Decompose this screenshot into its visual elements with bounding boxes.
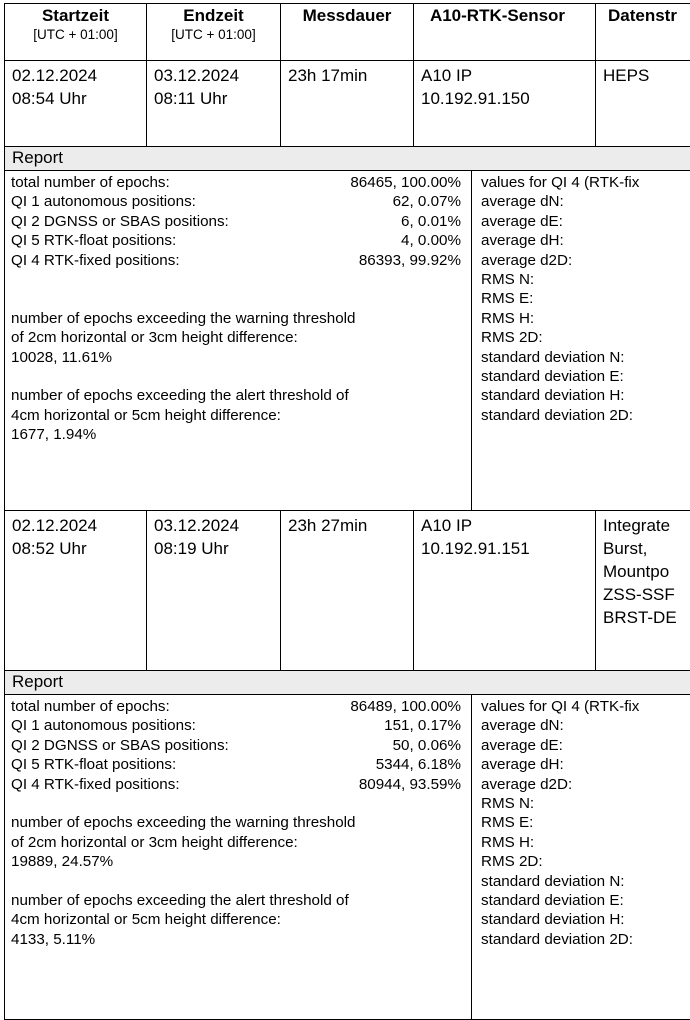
- stat-qi2: [11, 736, 461, 755]
- stat-value: 62, 0.07%: [392, 193, 461, 211]
- stat-value: 86489, 100.00%: [350, 698, 461, 715]
- value-label: standard deviation 2D:: [481, 406, 633, 424]
- stream-line: Integrate: [603, 516, 671, 535]
- stat-value: 6, 0.01%: [401, 212, 461, 230]
- start-time: 08:52 Uhr: [12, 539, 87, 558]
- report-label-row: [5, 671, 690, 695]
- header-row: [5, 4, 690, 61]
- report-values-panel: [472, 171, 690, 511]
- stat-qi1: [11, 192, 461, 211]
- header-stream-title: Datenstr: [608, 6, 677, 25]
- header-sensor: [414, 4, 596, 61]
- stat-label: QI 1 autonomous positions:: [11, 717, 196, 735]
- stat-qi2: [11, 212, 461, 231]
- warning-value: 19889, 24.57%: [11, 853, 114, 871]
- alert-text: 4cm horizontal or 5cm height difference:: [11, 406, 281, 424]
- measurement-table: [4, 3, 690, 1020]
- stream-line: Mountpo: [603, 562, 670, 581]
- header-start-timezone: [UTC + 01:00]: [33, 27, 118, 42]
- value-label: RMS H:: [481, 309, 535, 327]
- header-end-timezone: [UTC + 01:00]: [171, 27, 256, 42]
- report-stats: [5, 695, 472, 1020]
- value-label: RMS 2D:: [481, 329, 543, 347]
- value-label: average dE:: [481, 212, 563, 230]
- stat-total: [11, 173, 461, 192]
- sensor-ip-label: A10 IP: [421, 516, 473, 535]
- end-time: 08:11 Uhr: [154, 89, 228, 108]
- stat-label: QI 4 RTK-fixed positions:: [11, 775, 180, 793]
- value-label: average dN:: [481, 717, 564, 735]
- warning-text: number of epochs exceeding the warning threshold: [11, 814, 356, 832]
- end-date: 03.12.2024: [154, 66, 240, 85]
- duration-cell: [281, 511, 414, 671]
- warning-text: of 2cm horizontal or 3cm height difference:: [11, 329, 298, 347]
- alert-value: 1677, 1.94%: [11, 426, 97, 444]
- start-cell: [5, 511, 147, 671]
- report-label: Report: [5, 671, 690, 695]
- header-stream: [596, 4, 690, 61]
- value-label: standard deviation E:: [481, 368, 624, 386]
- header-end: [147, 4, 281, 61]
- stream-line: HEPS: [603, 66, 650, 85]
- stream-cell: [596, 511, 690, 671]
- warning-text: number of epochs exceeding the warning threshold: [11, 309, 356, 327]
- value-label: standard deviation 2D:: [481, 930, 633, 948]
- stat-label: QI 2 DGNSS or SBAS positions:: [11, 736, 229, 754]
- report-label-row: [5, 147, 690, 171]
- stat-label: total number of epochs:: [11, 698, 170, 715]
- values-title: values for QI 4 (RTK-fix: [481, 698, 640, 715]
- report-row: [5, 695, 690, 1020]
- value-label: RMS E:: [481, 290, 534, 308]
- sensor-ip: 10.192.91.151: [421, 539, 530, 558]
- value-label: average dH:: [481, 756, 564, 774]
- sensor-ip: 10.192.91.150: [421, 89, 530, 108]
- stat-total: [11, 697, 461, 716]
- stat-value: 50, 0.06%: [392, 736, 461, 754]
- stat-label: QI 1 autonomous positions:: [11, 193, 196, 211]
- value-label: average d2D:: [481, 775, 573, 793]
- start-date: 02.12.2024: [12, 516, 98, 535]
- value-label: average dN:: [481, 193, 564, 211]
- report-label: Report: [5, 147, 690, 171]
- header-start-title: Startzeit: [41, 6, 110, 25]
- duration: 23h 17min: [288, 66, 368, 85]
- alert-text: 4cm horizontal or 5cm height difference:: [11, 911, 281, 929]
- stat-qi4: [11, 775, 461, 794]
- stat-qi5: [11, 755, 461, 774]
- value-label: RMS H:: [481, 833, 535, 851]
- value-label: RMS N:: [481, 795, 535, 813]
- value-label: standard deviation H:: [481, 911, 625, 929]
- stat-label: QI 5 RTK-float positions:: [11, 232, 177, 250]
- stat-label: total number of epochs:: [11, 174, 170, 191]
- stat-qi5: [11, 231, 461, 250]
- warning-value: 10028, 11.61%: [11, 348, 113, 366]
- stream-line: ZSS-SSF: [603, 585, 675, 604]
- sensor-cell: [414, 61, 596, 147]
- header-duration-title: Messdauer: [302, 6, 392, 25]
- end-cell: [147, 61, 281, 147]
- stat-label: QI 2 DGNSS or SBAS positions:: [11, 212, 229, 230]
- value-label: RMS 2D:: [481, 853, 543, 871]
- stat-qi4: [11, 251, 461, 270]
- duration: 23h 27min: [288, 516, 368, 535]
- stream-cell: [596, 61, 690, 147]
- stat-label: QI 4 RTK-fixed positions:: [11, 251, 180, 269]
- start-cell: [5, 61, 147, 147]
- duration-cell: [281, 61, 414, 147]
- alert-value: 4133, 5.11%: [11, 930, 96, 948]
- stream-line: Burst,: [603, 539, 648, 558]
- values-title: values for QI 4 (RTK-fix: [481, 174, 640, 191]
- warning-text: of 2cm horizontal or 3cm height difference:: [11, 833, 298, 851]
- stat-value: 86465, 100.00%: [350, 174, 461, 191]
- stat-value: 4, 0.00%: [401, 232, 461, 250]
- alert-text: number of epochs exceeding the alert threshold of: [11, 892, 349, 910]
- value-label: average d2D:: [481, 251, 573, 269]
- value-label: standard deviation N:: [481, 872, 625, 890]
- start-date: 02.12.2024: [12, 66, 98, 85]
- value-label: standard deviation N:: [481, 348, 625, 366]
- end-date: 03.12.2024: [154, 516, 240, 535]
- measurement-row: [5, 511, 690, 671]
- header-end-title: Endzeit: [183, 6, 244, 25]
- stat-qi1: [11, 716, 461, 735]
- stat-value: 80944, 93.59%: [358, 775, 461, 793]
- start-time: 08:54 Uhr: [12, 89, 87, 108]
- alert-text: number of epochs exceeding the alert threshold of: [11, 387, 349, 405]
- header-duration: [281, 4, 414, 61]
- stream-line: BRST-DE: [603, 608, 677, 627]
- report-values-panel: [472, 695, 690, 1020]
- value-label: RMS N:: [481, 271, 535, 289]
- value-label: standard deviation E:: [481, 892, 624, 910]
- end-time: 08:19 Uhr: [154, 539, 229, 558]
- end-cell: [147, 511, 281, 671]
- stat-value: 86393, 99.92%: [358, 251, 461, 269]
- measurement-row: [5, 61, 690, 147]
- value-label: average dE:: [481, 736, 563, 754]
- header-sensor-title: A10-RTK-Sensor: [429, 6, 566, 25]
- value-label: RMS E:: [481, 814, 534, 832]
- sensor-ip-label: A10 IP: [421, 66, 473, 85]
- value-label: average dH:: [481, 232, 564, 250]
- report-row: [5, 171, 690, 511]
- value-label: standard deviation H:: [481, 387, 625, 405]
- header-start: [5, 4, 147, 61]
- stat-value: 151, 0.17%: [384, 717, 461, 735]
- stat-value: 5344, 6.18%: [375, 756, 461, 774]
- report-stats: [5, 171, 472, 511]
- sensor-cell: [414, 511, 596, 671]
- stat-label: QI 5 RTK-float positions:: [11, 756, 177, 774]
